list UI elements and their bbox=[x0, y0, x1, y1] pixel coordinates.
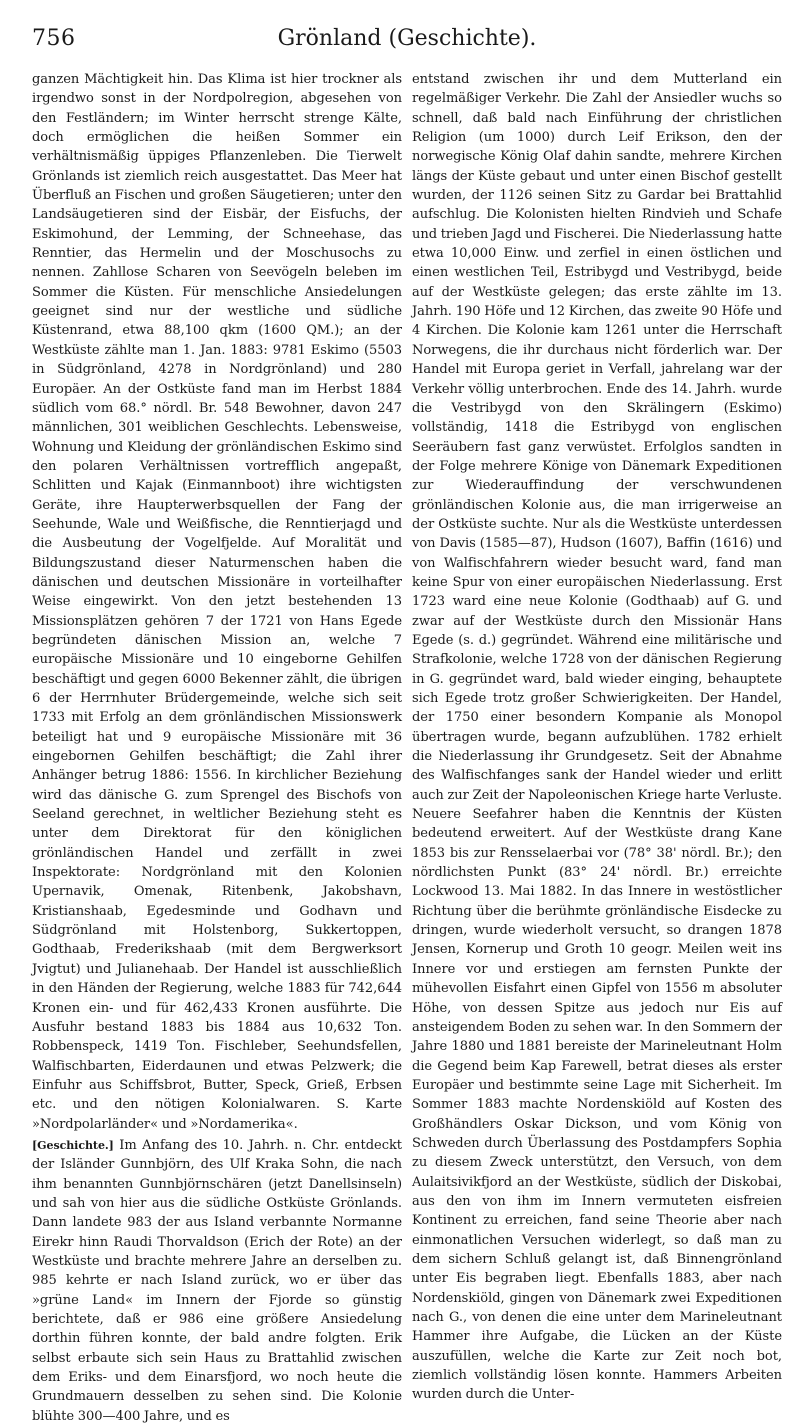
history-paragraph-text: Im Anfang des 10. Jahrh. n. Chr. entdeckt der Isländer Gunnbjörn, des Ulf Kraka Sohn, die nach ihm benannten Gunnbjörnschären (jetzt Danellsinseln) und sah von hier aus die südliche Ostküste Grönlands. Dann landete 983 der aus Island verbannte Normanne Eirekr hinn Raudi Thorvaldson (Erich der Rote) an der Westküste und brachte mehrere Jahre an derselben zu. 985 kehrte er nach Island zurück, wo er über das »grüne Land« im Innern der Fjorde so günstig berichtete, daß er 986 eine größere Ansiedelung dorthin führen konnte, der bald andre folgten. Erik selbst erbaute sich sein Haus zu Brattahlid zwischen dem Eriks- und dem Einarsfjord, wo noch heute die Grundmauern desselben zu sehen sind. Die Kolonie blühte 300—400 Jahre, und es bbox=[32, 1137, 403, 1424]
right-column bbox=[412, 70, 782, 1403]
climate-fauna-population-paragraph: ganzen Mächtigkeit hin. Das Klima ist hier trockner als irgendwo sonst in der Nordpolregion, abgesehen von den Festländern; im Winter herrscht strenge Kälte, doch ermöglichen die heißen Sommer ein verhältnismäßig üppiges Pflanzenleben. Die Tierwelt Grönlands ist ziemlich reich ausgestattet. Das Meer hat Überfluß an Fischen und großen Säugetieren; unter den Landsäugetieren sind der Eisbär, der Eisfuchs, der Eskimohund, der Lemming, der Schneehase, das Renntier, das Hermelin und der Moschusochs zu nennen. Zahllose Scharen von Seevögeln beleben im Sommer die Küsten. Für menschliche Ansiedelungen geeignet sind nur der westliche und südliche Küstenrand, etwa 88,100 qkm (1600 QM.); an der Westküste zählte man 1. Jan. 1883: 9781 Eskimo (5503 in Südgrönland, 4278 in Nordgrönland) und 280 Europäer. An der Ostküste fand man im Herbst 1884 südlich vom 68.° nördl. Br. 548 Bewohner, davon 247 männlichen, 301 weiblichen Geschlechts. Lebensweise, Wohnung und Kleidung der grönländischen Eskimo sind den polaren Verhältnissen vortrefflich angepaßt, Schlitten und Kajak (Einmannboot) ihre wichtigsten Geräte, ihre Haupterwerbsquellen der Fang der Seehunde, Wale und Weißfische, die Renntierjagd und die Ausbeutung der Vogelfjelde. Auf Moralität und Bildungszustand dieser Naturmenschen haben die dänischen und deutschen Missionäre in vorteilhafter Weise eingewirkt. Von den jetzt bestehenden 13 Missionsplätzen gehören 7 der 1721 von Hans Egede begründeten dänischen Mission an, welche 7 europäische Missionäre und 10 eingeborne Gehilfen beschäftigt und gegen 6000 Bekenner zählt, die übrigen 6 der Herrnhuter Brüdergemeinde, welche sich seit 1733 mit Erfolg an dem grönländischen Missionswerk beteiligt hat und 9 europäische Missionäre mit 36 eingebornen Gehilfen beschäftigt; die Zahl ihrer Anhänger betrug 1886: 1556. In kirchlicher Beziehung wird das dänische G. zum Sprengel des Bischofs von Seeland gerechnet, in weltlicher Beziehung steht es unter dem Direktorat für den königlichen grönländischen Handel und zerfällt in zwei Inspektorate: Nordgrönland mit den Kolonien Upernavik, Omenak, Ritenbenk, Jakobshavn, Kristianshaab, Egedesminde und Godhavn und Südgrönland mit Holstenborg, Sukkertoppen, Godthaab, Frederikshaab (mit dem Bergwerksort Jvigtut) und Julianehaab. Der Handel ist ausschließlich in den Händen der Regierung, welche 1883 für 742,644 Kronen ein- und für 462,433 Kronen ausführte. Die Ausfuhr bestand 1883 bis 1884 aus 10,632 Ton. Robbenspeck, 1419 Ton. Fischleber, Seehundsfellen, Walfischbarten, Eiderdaunen und etwas Pelzwerk; die Einfuhr aus Schiffsbrot, Butter, Speck, Grieß, Erbsen etc. und den nötigen Kolonialwaren. S. Karte »Nordpolarländer« und »Nordamerika«. bbox=[32, 72, 402, 1132]
running-head: Grönland (Geschichte). bbox=[277, 26, 537, 51]
history-paragraph bbox=[32, 1136, 402, 1426]
page-number: 756 bbox=[32, 26, 76, 51]
history-continued-paragraph: entstand zwischen ihr und dem Mutterland ein regelmäßiger Verkehr. Die Zahl der Ansiedler wuchs so schnell, daß bald nach Einführung der christlichen Religion (um 1000) durch Leif Erikson, den der norwegische König Olaf dahin sandte, mehrere Kirchen längs der Küste gebaut und unter einen Bischof gestellt wurden, der 1126 seinen Sitz zu Gardar bei Brattahlid aufschlug. Die Kolonisten hielten Rindvieh und Schafe und trieben Jagd und Fischerei. Die Niederlassung hatte etwa 10,000 Einw. und zerfiel in einen östlichen und einen westlichen Teil, Estribygd und Vestribygd, beide auf der Westküste gelegen; das erste zählte im 13. Jahrh. 190 Höfe und 12 Kirchen, das zweite 90 Höfe und 4 Kirchen. Die Kolonie kam 1261 unter die Herrschaft Norwegens, die ihr durchaus nicht förderlich war. Der Handel mit Europa geriet in Verfall, jahrelang war der Verkehr völlig unterbrochen. Ende des 14. Jahrh. wurde die Vestribygd von den Skrälingern (Eskimo) vollständig, 1418 die Estribygd von englischen Seeräubern fast ganz verwüstet. Erfolglos sandten in der Folge mehrere Könige von Dänemark Expeditionen zur Wiederauffindung der verschwundenen grönländischen Kolonie aus, die man irrigerweise an der Ostküste suchte. Nur als die Westküste unterdessen von Davis (1585—87), Hudson (1607), Baffin (1616) und von Walfischfahrern wieder besucht ward, fand man keine Spur von einer europäischen Niederlassung. Erst 1723 ward eine neue Kolonie (Godthaab) auf G. und zwar auf der Westküste durch den Missionär Hans Egede (s. d.) gegründet. Während eine militärische und Strafkolonie, welche 1728 von der dänischen Regierung in G. gegründet ward, bald wieder einging, behauptete sich Egede trotz großer Schwierigkeiten. Der Handel, der 1750 einer besondern Kompanie als Monopol übertragen wurde, begann aufzublühen. 1782 erhielt die Niederlassung ihr Grundgesetz. Seit der Abnahme des Walfischfanges sank der Handel wieder und erlitt auch zur Zeit der Napoleonischen Kriege harte Verluste. Neuere Seefahrer haben die Kenntnis der Küsten bedeutend erweitert. Auf der Westküste drang Kane 1853 bis zur Rensselaerbai vor (78° 38' nördl. Br.); den nördlichsten Punkt (83° 24' nördl. Br.) erreichte Lockwood 13. Mai 1882. In das Innere in westöstlicher Richtung über die berühmte grönländische Eisdecke zu dringen, wurde wiederholt versucht, so drangen 1878 Jensen, Kornerup und Groth 10 geogr. Meilen weit ins Innere vor und erstiegen am fernsten Punkte der mühevollen Eisfahrt einen Gipfel von 1556 m absoluter Höhe, von dessen Spitze aus jedoch nur Eis auf ansteigendem Boden zu sehen war. In den Sommern der Jahre 1880 und 1881 bereiste der Marineleutnant Holm die Gegend beim Kap Farewell, betrat dieses als erster Europäer und bestimmte seine Lage mit Sicherheit. Im Sommer 1883 machte Nordenskiöld auf Kosten des Großhändlers Oskar Dickson, und vom König von Schweden durch Überlassung des Postdampfers Sophia zu diesem Zweck unterstützt, den Versuch, von dem Aulaitsivikfjord an der Westküste, südlich der Diskobai, aus den von ihm im Innern vermuteten eisfreien Kontinent zu erreichen, fand seine Theorie aber nach einmonatlichen Versuchen widerlegt, so daß man zu dem sichern Schluß gelangt ist, daß Binnengrönland unter Eis begraben liegt. Ebenfalls 1883, aber nach Nordenskiöld, gingen von Dänemark zwei Expeditionen nach G., von denen die eine unter dem Marineleutnant Hammer ihre Aufgabe, die Lücken an der Küste auszufüllen, welche die Karte zur Zeit noch bot, ziemlich vollständig lösen konnte. Hammers Arbeiten wurden durch die Unter- bbox=[412, 72, 782, 1403]
section-label-geschichte: [Geschichte.] bbox=[32, 1138, 114, 1152]
text-columns bbox=[32, 70, 782, 1424]
page-header bbox=[32, 20, 782, 60]
left-column bbox=[32, 70, 403, 1424]
